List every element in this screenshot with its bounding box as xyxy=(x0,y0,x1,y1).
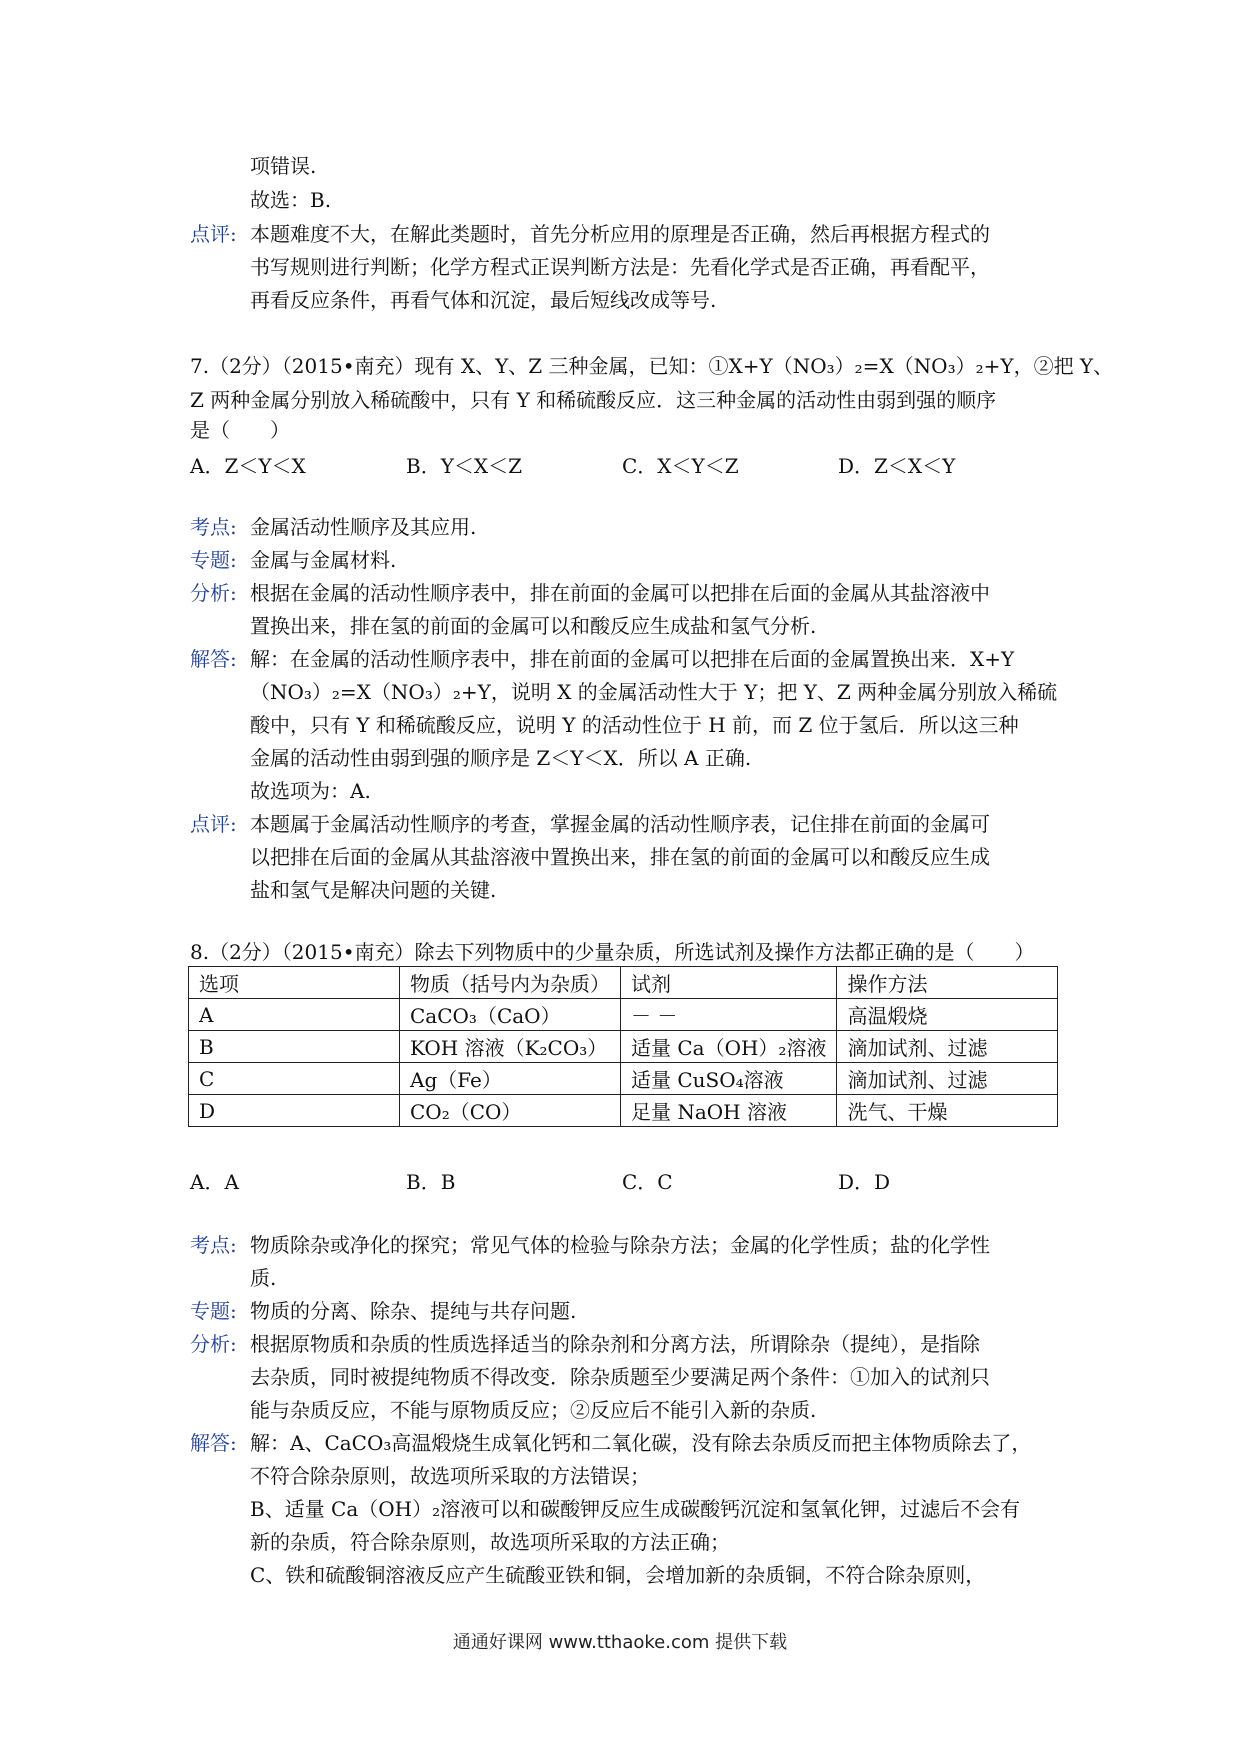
q8-zhuanti: 物质的分离、除杂、提纯与共存问题. xyxy=(250,1299,577,1323)
q7-kaodian: 金属活动性顺序及其应用. xyxy=(250,515,477,539)
q8-stem: 8.（2分）（2015•南充）除去下列物质中的少量杂质，所选试剂及操作方法都正确的是（ ） xyxy=(190,940,1035,964)
q8-jieda-line: B、适量 Ca（OH）₂溶液可以和碳酸钾反应生成碳酸钙沉淀和氢氧化钾，过滤后不会有 xyxy=(250,1497,1021,1521)
table-header-row xyxy=(189,967,1058,999)
q7-option-b: B．Y＜X＜Z xyxy=(406,454,523,478)
table-header-cell: 试剂 xyxy=(621,967,837,999)
q8-option-b: B．B xyxy=(406,1170,456,1194)
q7-jieda-line: （NO₃）₂=X（NO₃）₂+Y，说明 X 的金属活动性大于 Y；把 Y、Z 两种金属分别放入稀硫 xyxy=(250,680,1058,704)
table-cell: － － xyxy=(621,999,837,1031)
table-header-cell: 操作方法 xyxy=(837,967,1058,999)
table-cell: KOH 溶液（K₂CO₃） xyxy=(400,1031,621,1063)
q8-kaodian-label: 考点: xyxy=(190,1233,237,1257)
q8-fenxi-line: 能与杂质反应，不能与原物质反应；②反应后不能引入新的杂质. xyxy=(250,1398,817,1422)
prev-comment-label: 点评: xyxy=(190,222,237,246)
q7-jieda-line: 解：在金属的活动性顺序表中，排在前面的金属可以把排在后面的金属置换出来．X+Y xyxy=(250,647,1015,671)
table-header-cell: 选项 xyxy=(189,967,400,999)
table-cell: 高温煅烧 xyxy=(837,999,1058,1031)
table-cell: 足量 NaOH 溶液 xyxy=(621,1095,837,1127)
q8-option-c: C．C xyxy=(622,1170,673,1194)
q7-kaodian-label: 考点: xyxy=(190,515,237,539)
q7-dianping-line: 以把排在后面的金属从其盐溶液中置换出来，排在氢的前面的金属可以和酸反应生成 xyxy=(250,845,990,869)
table-cell: 滴加试剂、过滤 xyxy=(837,1031,1058,1063)
table-cell: CaCO₃（CaO） xyxy=(400,999,621,1031)
q8-zhuanti-label: 专题: xyxy=(190,1299,237,1323)
table-header-cell: 物质（括号内为杂质） xyxy=(400,967,621,999)
q8-kaodian-line: 物质除杂或净化的探究；常见气体的检验与除杂方法；金属的化学性质；盐的化学性 xyxy=(250,1233,990,1257)
q7-dianping-line: 本题属于金属活动性顺序的考查，掌握金属的活动性顺序表，记住排在前面的金属可 xyxy=(250,812,990,836)
q7-option-d: D．Z＜X＜Y xyxy=(838,454,956,478)
q7-jieda-label: 解答: xyxy=(190,647,237,671)
q7-dianping-line: 盐和氢气是解决问题的关键. xyxy=(250,878,497,902)
q8-fenxi-line: 去杂质，同时被提纯物质不得改变．除杂质题至少要满足两个条件：①加入的试剂只 xyxy=(250,1365,990,1389)
q8-option-a: A．A xyxy=(190,1170,239,1194)
prev-comment-line: 再看反应条件，再看气体和沉淀，最后短线改成等号. xyxy=(250,288,717,312)
q7-dianping-label: 点评: xyxy=(190,812,237,836)
q8-jieda-label: 解答: xyxy=(190,1431,237,1455)
table-cell: CO₂（CO） xyxy=(400,1095,621,1127)
q8-option-d: D．D xyxy=(838,1170,891,1194)
page-footer: 通通好课网 www.tthaoke.com 提供下载 xyxy=(452,1632,788,1653)
q7-jieda-line: 金属的活动性由弱到强的顺序是 Z＜Y＜X．所以 A 正确. xyxy=(250,746,752,770)
prev-answer-choice: 故选：B. xyxy=(250,188,332,212)
q8-jieda-line: 解：A、CaCO₃高温煅烧生成氧化钙和二氧化碳，没有除去杂质反而把主体物质除去了， xyxy=(250,1431,1032,1455)
table-row xyxy=(189,1095,1058,1127)
q8-options-table xyxy=(188,966,1058,1127)
q7-stem-line: 7.（2分）（2015•南充）现有 X、Y、Z 三种金属，已知：①X+Y（NO₃）₂=X（NO₃）₂+Y，②把 Y、 xyxy=(190,354,1114,378)
q8-fenxi-label: 分析: xyxy=(190,1332,237,1356)
q7-jieda-line: 故选项为：A. xyxy=(250,779,371,803)
q7-stem-line: Z 两种金属分别放入稀硫酸中，只有 Y 和稀硫酸反应．这三种金属的活动性由弱到强的顺序 xyxy=(190,388,997,412)
q8-fenxi-line: 根据原物质和杂质的性质选择适当的除杂剂和分离方法，所谓除杂（提纯），是指除 xyxy=(250,1332,980,1356)
prev-comment-line: 本题难度不大，在解此类题时，首先分析应用的原理是否正确，然后再根据方程式的 xyxy=(250,222,990,246)
q7-option-a: A．Z＜Y＜X xyxy=(190,454,306,478)
q7-stem-line: 是（ ） xyxy=(190,418,290,442)
table-row xyxy=(189,999,1058,1031)
table-row xyxy=(189,1031,1058,1063)
q7-fenxi-line: 根据在金属的活动性顺序表中，排在前面的金属可以把排在后面的金属从其盐溶液中 xyxy=(250,581,990,605)
table-cell: Ag（Fe） xyxy=(400,1063,621,1095)
table-cell: 滴加试剂、过滤 xyxy=(837,1063,1058,1095)
q8-jieda-line: 不符合除杂原则，故选项所采取的方法错误； xyxy=(250,1464,650,1488)
table-cell: 适量 CuSO₄溶液 xyxy=(621,1063,837,1095)
table-cell: 适量 Ca（OH）₂溶液 xyxy=(621,1031,837,1063)
table-row xyxy=(189,1063,1058,1095)
table-cell: A xyxy=(189,999,400,1031)
prev-comment-line: 书写规则进行判断；化学方程式正误判断方法是：先看化学式是否正确，再看配平， xyxy=(250,255,990,279)
table-cell: B xyxy=(189,1031,400,1063)
q7-zhuanti: 金属与金属材料. xyxy=(250,548,397,572)
q8-jieda-line: 新的杂质，符合除杂原则，故选项所采取的方法正确； xyxy=(250,1530,730,1554)
q8-jieda-line: C、铁和硫酸铜溶液反应产生硫酸亚铁和铜，会增加新的杂质铜，不符合除杂原则， xyxy=(250,1563,986,1587)
prev-answer-tail: 项错误. xyxy=(250,154,317,178)
q7-zhuanti-label: 专题: xyxy=(190,548,237,572)
table-cell: 洗气、干燥 xyxy=(837,1095,1058,1127)
q7-option-c: C．X＜Y＜Z xyxy=(622,454,739,478)
table-cell: C xyxy=(189,1063,400,1095)
q8-kaodian-line: 质. xyxy=(250,1266,277,1290)
table-cell: D xyxy=(189,1095,400,1127)
q7-fenxi-label: 分析: xyxy=(190,581,237,605)
q7-jieda-line: 酸中，只有 Y 和稀硫酸反应，说明 Y 的活动性位于 H 前，而 Z 位于氢后．所以这三种 xyxy=(250,713,1019,737)
q7-fenxi-line: 置换出来，排在氢的前面的金属可以和酸反应生成盐和氢气分析. xyxy=(250,614,817,638)
